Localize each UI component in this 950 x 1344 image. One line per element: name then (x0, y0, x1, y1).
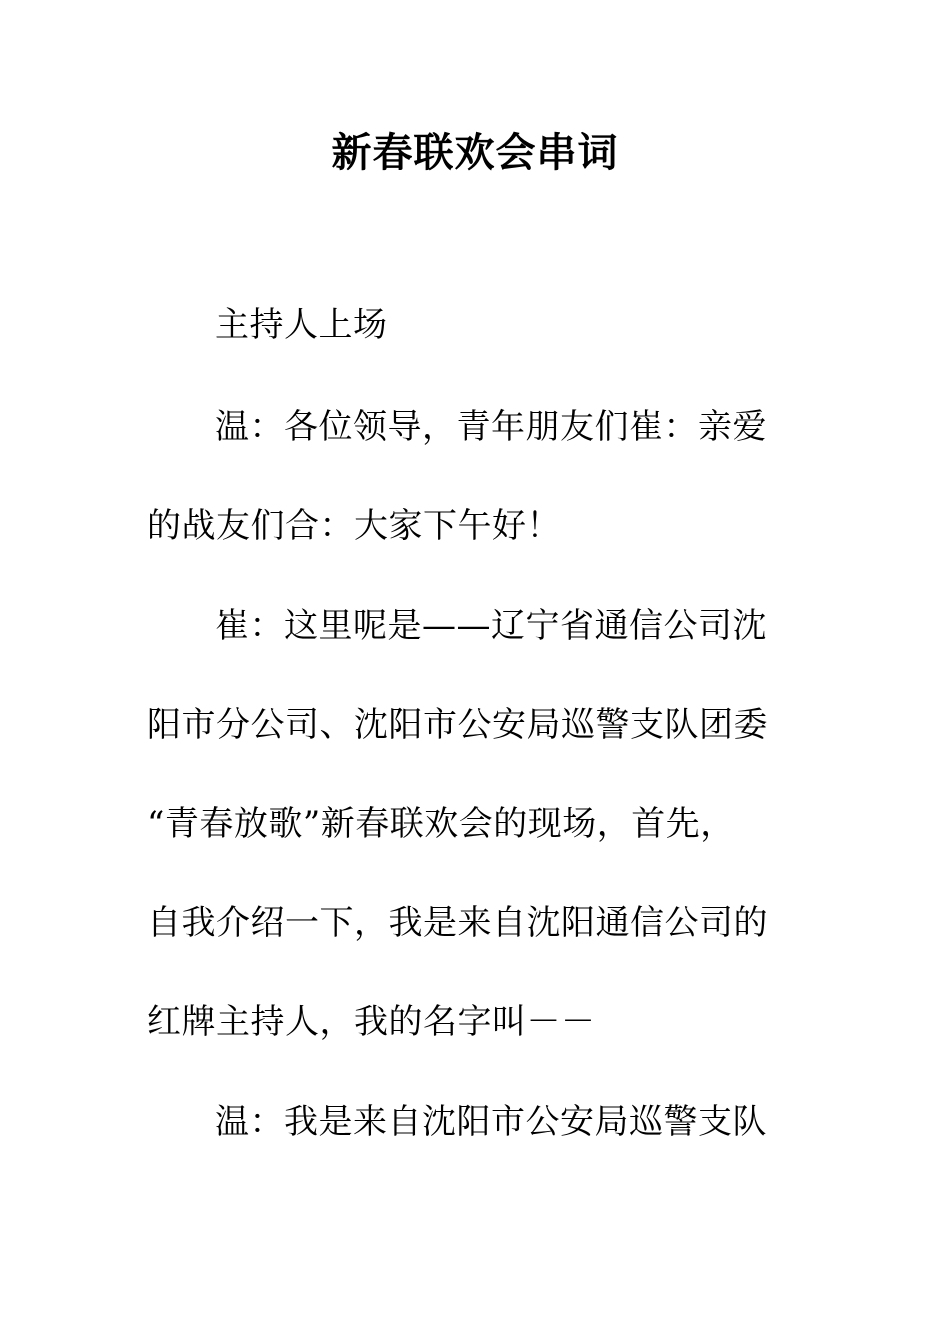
paragraph-line: 温：我是来自沈阳市公安局巡警支队 (215, 1102, 767, 1142)
paragraph-line: 主持人上场 (215, 305, 388, 345)
paragraph-line: 红牌主持人，我的名字叫－－ (147, 1002, 596, 1042)
document-title: 新春联欢会串词 (331, 129, 619, 176)
paragraph-line: 阳市分公司、沈阳市公安局巡警支队团委 (147, 705, 768, 745)
paragraph-line: 的战友们合：大家下午好！ (147, 506, 561, 546)
paragraph-line: 崔：这里呢是——辽宁省通信公司沈 (215, 606, 767, 646)
paragraph-line: 温：各位领导，青年朋友们崔：亲爱 (215, 407, 767, 447)
paragraph-line: 自我介绍一下，我是来自沈阳通信公司的 (147, 903, 768, 943)
paragraph-line: “青春放歌”新春联欢会的现场，首先， (147, 804, 735, 844)
